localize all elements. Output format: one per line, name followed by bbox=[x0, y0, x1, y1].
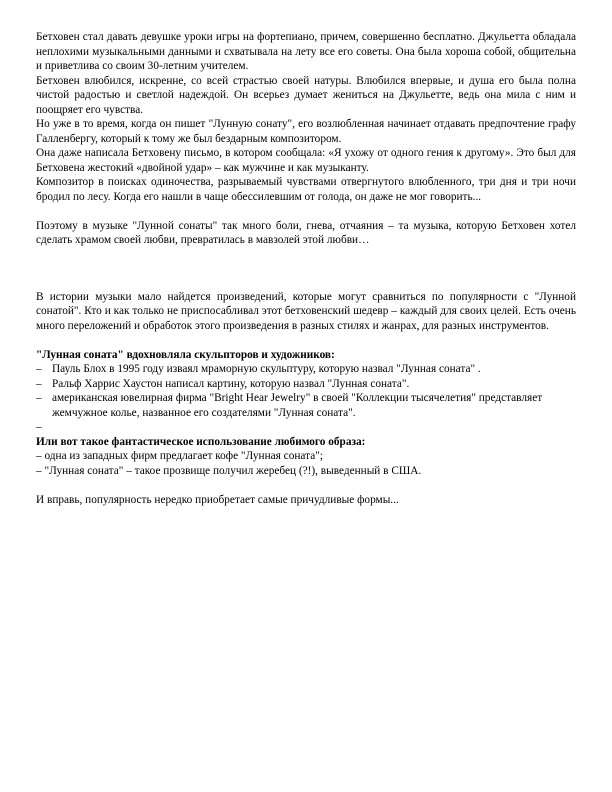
spacer bbox=[36, 204, 576, 219]
dash-marker: – bbox=[36, 392, 42, 404]
story-paragraph-1: Бетховен стал давать девушке уроки игры на фортепиано, причем, совершенно бесплатно. Джульетта обладала неплохими музыкальными данными и схватывала на лету все его советы. Она была хороша собой, общительна и приветлива со своим 30-летним учителем. bbox=[36, 31, 576, 72]
dash-marker: – bbox=[36, 363, 42, 375]
inspired-list-item bbox=[36, 362, 576, 377]
fantastic-list-item: – одна из западных фирм предлагает кофе "Лунная соната"; bbox=[36, 450, 323, 462]
dash-marker: – bbox=[36, 377, 42, 390]
inspired-item-text: Ральф Харрис Хаустон написал картину, которую назвал "Лунная соната". bbox=[52, 377, 410, 390]
story-paragraph-3: Но уже в то время, когда он пишет "Лунную сонату", его возлюбленная начинает отдавать предпочтение графу Галленбергу, который к тому же был бездарным композитором. bbox=[36, 118, 576, 145]
fantastic-list-item: – "Лунная соната" – такое прозвище получил жеребец (?!), выведенный в США. bbox=[36, 464, 422, 477]
spacer bbox=[36, 333, 576, 348]
inspired-item-text bbox=[52, 420, 576, 435]
dash-marker: – bbox=[36, 421, 42, 433]
fantastic-heading: Или вот такое фантастическое использование любимого образа: bbox=[36, 435, 366, 448]
inspired-list-item bbox=[36, 377, 576, 392]
spacer bbox=[36, 478, 576, 493]
document-page bbox=[36, 30, 576, 507]
inspired-heading: "Лунная соната" вдохновляла скульпторов и художников: bbox=[36, 348, 335, 361]
story-paragraph-4: Она даже написала Бетховену письмо, в котором сообщала: «Я ухожу от одного гения к другому». Это был для Бетховена жестокий «двойной удар» – как мужчине и как музыканту. bbox=[36, 147, 576, 174]
inspired-item-text: Пауль Блох в 1995 году изваял мраморную скульптуру, которую назвал "Лунная соната" . bbox=[52, 363, 481, 375]
story-paragraph-5: Композитор в поисках одиночества, разрываемый чувствами отвергнутого влюбленного, три дня и три ночи бродил по лесу. Когда его нашли в чаще обессилевшим от голода, он даже не мог говорить... bbox=[36, 176, 576, 203]
inspired-list-item bbox=[36, 391, 576, 420]
popularity-paragraph: В истории музыки мало найдется произведений, которые могут сравниться по популярности с "Лунной сонатой". Кто и как только не приспосабливал этот бетховенский шедевр – каждый для своих целей. Есть очень много переложений и обработок этого произведения в разных стилях и жанрах, для разных инструментов. bbox=[36, 290, 576, 332]
moonlight-meaning-paragraph: Поэтому в музыке "Лунной сонаты" так много боли, гнева, отчаяния – та музыка, которую Бетховен хотел сделать храмом своей любви, превратилась в мавзолей этой любви… bbox=[36, 219, 576, 246]
closing-paragraph: И вправь, популярность нередко приобретает самые причудливые формы... bbox=[36, 493, 399, 506]
spacer bbox=[36, 248, 576, 290]
inspired-item-text: американская ювелирная фирма "Bright Hear Jewelry" в своей "Коллекции тысячелетия" представляет жемчужное колье, названное его создателями "Лунная соната". bbox=[52, 392, 543, 419]
story-paragraph-2: Бетховен влюбился, искренне, со всей страстью своей натуры. Влюбился впервые, и душа его была полна чистой радостью и светлой надеждой. Он всерьез думает жениться на Джульетте, ведь она мила с ним и поощряет его чувства. bbox=[36, 74, 576, 116]
inspired-list-item bbox=[36, 420, 576, 435]
